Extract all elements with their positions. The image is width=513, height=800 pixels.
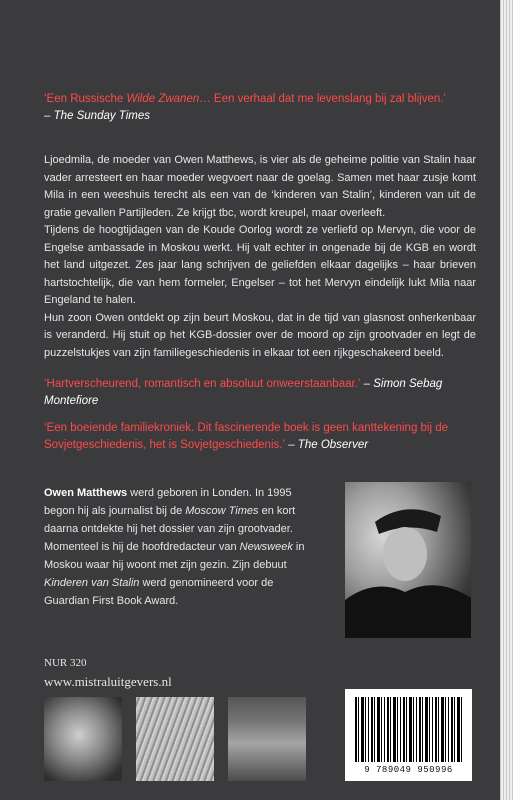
author-bio [44,484,320,610]
bio-text: in Moskou waar hij woont met zijn gezin. Zijn debuut [44,541,305,571]
nur-code: NUR 320 [44,657,87,669]
quote-text: ‘Een boeiende familiekroniek. Dit fascinerende boek is geen kanttekening bij de Sovjetgeschiedenis, het is Sovjetgeschiedenis.’ [44,422,449,451]
quote-observer [44,420,476,454]
quote-text [44,91,476,108]
author-photo [345,482,471,638]
page-edge [500,0,513,800]
author-name: Owen Matthews [44,487,128,499]
quote-prefix: ‘Een Russische [44,93,127,105]
quote-source: – The Sunday Times [44,110,151,122]
quote-source: – The Observer [285,439,369,451]
blurb [44,152,476,362]
bio-text: en kort daarna ontdekte hij het dossier van zijn grootvader. Momenteel is hij de hoofdredacteur van [44,505,296,553]
barcode [345,689,472,781]
blurb-paragraph: Ljoedmila, de moeder van Owen Matthews, is vier als de geheime politie van Stalin haar vader arresteert en haar moeder wegvoert naar de goelag. Samen met haar zusje komt Mila in een weeshuis terecht als een van de ‘kinderen van Stalin’, kinderen van uit de gratie gevallen Partijleden. Ze krijgt tbc, wordt kreupel, maar overleeft. [44,154,476,219]
blurb-paragraph: Hun zoon Owen ontdekt op zijn beurt Moskou, dat in de tijd van glasnost onherkenbaar is veranderd. Hij stuit op het KGB-dossier over de moord op zijn grootvader en legt de puzzelstukjes van zijn familiegeschiedenis in elkaar tot een rijkgeschakeerd beeld. [44,311,476,359]
bio-italic: Moscow Times [185,505,259,517]
isbn-number: 9 789049 950996 [364,765,453,775]
bio-italic: Newsweek [239,541,293,553]
author-silhouette-icon [345,482,471,638]
barcode-icon [355,697,463,762]
thumbnail-hands-photo [228,697,306,781]
quote-source: – Simon Sebag Montefiore [44,378,443,407]
quote-italic-title: Wilde Zwanen [126,93,200,105]
quote-text: ‘Hartverscheurend, romantisch en absoluut onweerstaanbaar.’ [44,378,361,390]
thumbnail-child-photo [44,697,122,781]
quote-rest: … Een verhaal dat me levenslang bij zal blijven.’ [199,93,446,105]
quote-montefiore [44,376,476,410]
bio-text: werd genomineerd voor de Guardian First Book Award. [44,577,274,607]
publisher-website: www.mistraluitgevers.nl [44,674,172,689]
thumbnail-grass-photo [136,697,214,781]
bio-italic: Kinderen van Stalin [44,577,140,589]
bio-text: werd geboren in Londen. In 1995 begon hij als journalist bij de [44,487,292,517]
quote-sunday-times [44,91,476,125]
blurb-paragraph: Tijdens de hoogtijdagen van de Koude Oorlog wordt ze verliefd op Mervyn, die voor de Engelse ambassade in Moskou werkt. Hij valt echter in ongenade bij de KGB en wordt het land uitgezet. Zes jaar lang schrijven de geliefden elkaar dagelijks – haar brieven hartstochtelijk, die van hem formeler, Engelser – tot het Mervyn eindelijk lukt Mila naar Engeland te halen. [44,224,476,306]
